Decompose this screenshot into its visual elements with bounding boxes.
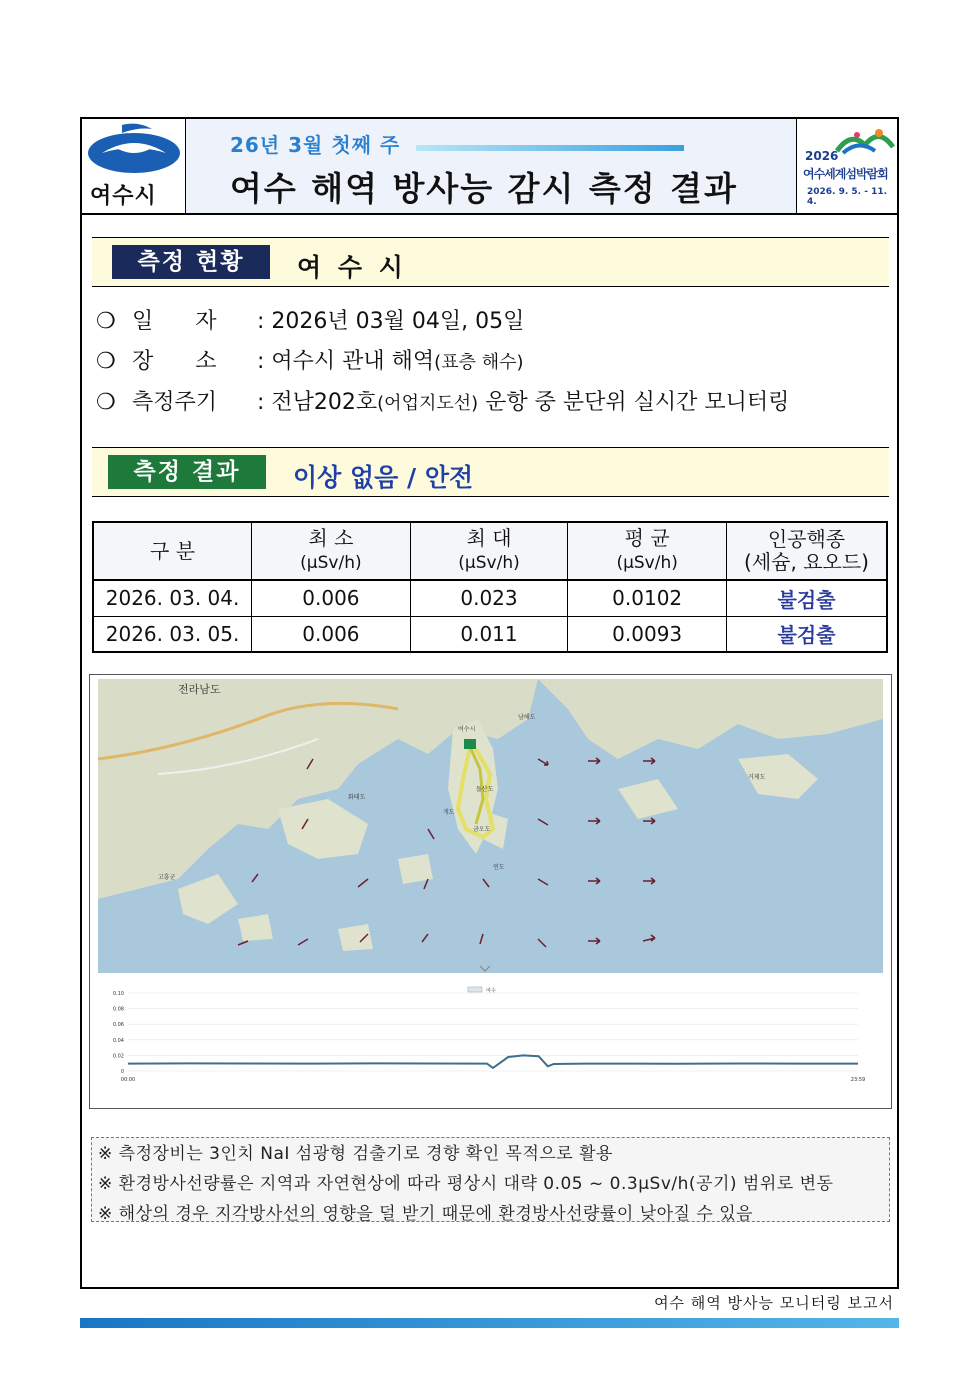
legend-swatch (468, 987, 482, 992)
status-section-header (92, 237, 889, 287)
expo-name: 여수세계섬박람회 (803, 167, 888, 181)
info-place: ❍ 장 소 : 여수시 관내 해역(표층 해수) (96, 349, 524, 374)
dose-rate-chart-svg (98, 979, 883, 1104)
route-map[interactable] (98, 679, 883, 973)
svg-text:거제도: 거제도 (748, 774, 766, 781)
y-tick-label: 0.08 (112, 1006, 124, 1013)
city-logo-mark-icon (82, 119, 186, 179)
svg-text:연도: 연도 (493, 864, 505, 871)
note-item: ※ 환경방사선량률은 지역과 자연현상에 따라 평상시 대략 0.05 ~ 0.3μSv/h(공기) 범위로 변동 (98, 1174, 834, 1194)
dose-rate-chart (98, 979, 883, 1104)
y-tick-label: 0.04 (112, 1037, 124, 1044)
report-header (82, 119, 897, 215)
cell-nuclide: 불검출 (726, 580, 887, 616)
footer-bar (80, 1318, 899, 1328)
cell-date: 2026. 03. 05. (93, 616, 252, 652)
expo-logo-mark-icon (835, 125, 895, 155)
expo-dates: 2026. 9. 5. - 11. 4. (807, 187, 888, 207)
col-avg: 평 균 (μSv/h) (568, 522, 727, 580)
result-section-header (92, 447, 889, 497)
svg-text:전라남도: 전라남도 (178, 683, 221, 696)
y-tick-label: 0.02 (112, 1053, 124, 1060)
legend-label: 여수 (486, 988, 496, 994)
note-item: ※ 측정장비는 3인치 NaI 섬광형 검출기로 경향 확인 목적으로 활용 (98, 1144, 613, 1164)
table-header-row (93, 522, 887, 580)
y-tick-label: 0.10 (112, 991, 124, 997)
cell-max: 0.011 (410, 616, 568, 652)
route-map-svg (98, 679, 883, 973)
col-nuclide: 인공핵종 (세슘, 요오드) (726, 522, 887, 580)
result-table (92, 521, 888, 653)
result-label: 측정 결과 (108, 455, 266, 489)
y-tick-label: 0 (120, 1069, 124, 1075)
info-date: ❍ 일 자 : 2026년 03월 04일, 05일 (96, 309, 525, 334)
x-tick-label: 23:59 (850, 1077, 866, 1083)
col-max: 최 대 (μSv/h) (410, 522, 568, 580)
cell-min: 0.006 (252, 580, 411, 616)
svg-text:고흥군: 고흥군 (158, 874, 176, 881)
svg-text:돌산도: 돌산도 (476, 786, 494, 793)
notes-box (91, 1137, 890, 1222)
cell-nuclide: 불검출 (726, 616, 887, 652)
note-item: ※ 해상의 경우 지각방사선의 영향을 덜 받기 때문에 환경방사선량률이 낮아질 수 있음 (98, 1204, 754, 1224)
report-title: 여수 해역 방사능 감시 측정 결과 (230, 169, 738, 208)
subtitle-underline (416, 145, 684, 151)
footer-text: 여수 해역 방사능 모니터링 보고서 (654, 1294, 894, 1312)
table-row (93, 616, 887, 652)
title-area (186, 119, 796, 213)
monitoring-panel (89, 674, 892, 1109)
report-subtitle: 26년 3월 첫째 주 (230, 133, 401, 157)
cell-date: 2026. 03. 04. (93, 580, 252, 616)
svg-text:개도: 개도 (443, 809, 455, 816)
cell-avg: 0.0093 (568, 616, 727, 652)
svg-text:여수시: 여수시 (458, 726, 476, 733)
cell-avg: 0.0102 (568, 580, 727, 616)
report-frame (80, 117, 899, 1289)
info-cycle: ❍ 측정주기 : 전남202호(어업지도선) 운항 중 분단위 실시간 모니터링 (96, 390, 790, 415)
table-row (93, 580, 887, 616)
x-tick-label: 00:00 (120, 1077, 136, 1083)
cell-max: 0.023 (410, 580, 568, 616)
svg-text:화태도: 화태도 (348, 794, 366, 801)
cell-min: 0.006 (252, 616, 411, 652)
y-tick-label: 0.06 (112, 1022, 124, 1029)
city-logo-text: 여수시 (90, 184, 157, 209)
status-value: 여 수 시 (297, 253, 407, 282)
result-value: 이상 없음 / 안전 (293, 463, 474, 492)
col-category: 구 분 (93, 522, 252, 580)
svg-text:남해도: 남해도 (518, 714, 536, 721)
status-label: 측정 현황 (112, 245, 270, 279)
ship-icon (464, 739, 476, 749)
svg-text:금오도: 금오도 (473, 826, 491, 833)
city-logo (82, 119, 186, 213)
col-min: 최 소 (μSv/h) (252, 522, 411, 580)
expo-logo (796, 119, 897, 213)
expo-year: 2026 (805, 149, 839, 163)
